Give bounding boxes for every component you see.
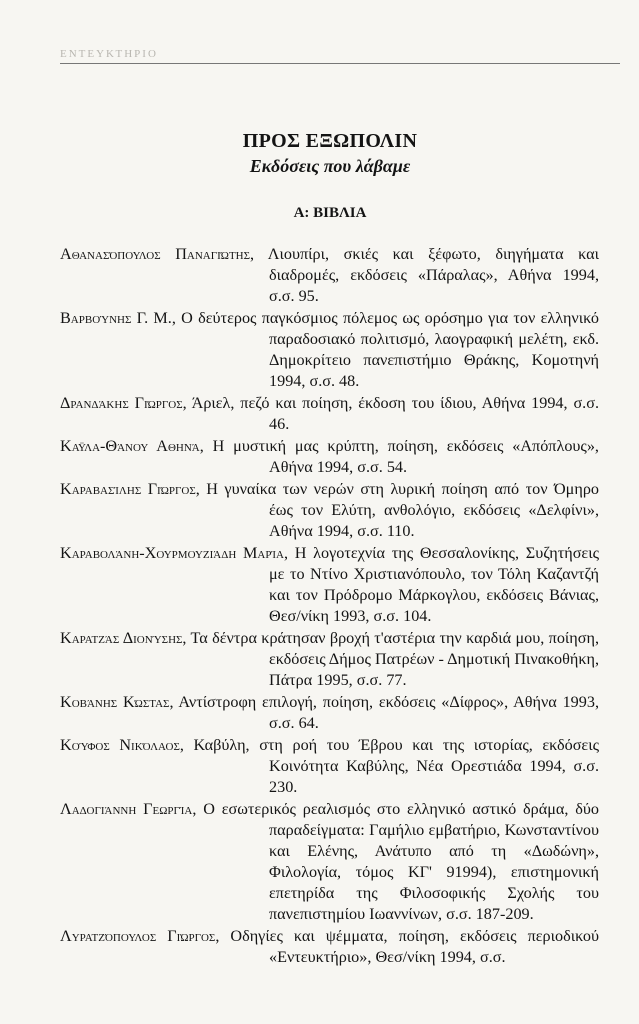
bibliography-entry xyxy=(60,799,599,925)
entry-text: , Η λογοτεχνία της Θεσσαλονίκης, Συζητήσεις με το Ντίνο Χριστιανόπουλο, τον Τόλη Καζαντζή και τον Πρόδρομο Μάρκογλου, εκδόσεις Βάνιας, Θεσ/νίκη 1993, σ.σ. 104. xyxy=(269,544,599,625)
entry-author: Αθανασόπουλος Παναγιώτης xyxy=(60,245,251,263)
entry-text: , Ο εσωτερικός ρεαλισμός στο ελληνικό αστικό δράμα, δύο παραδείγματα: Γαμήλιο εμβατήριο, Κωνσταντίνου και Ελένης, Ανάτυπο από τη «Δωδώνη», Φιλολογία, τόμος ΚΓ' 91994), επιστημονική επετηρίδα της Φιλοσοφικής Σχολής του πανεπιστημίου Ιωαννίνων, σ.σ. 187-209. xyxy=(192,800,599,923)
entry-author: Κούφος Νικόλαος xyxy=(60,736,180,754)
entry-text: , Οδηγίες και ψέμματα, ποίηση, εκδόσεις περιοδικού «Εντευκτήριο», Θεσ/νίκη 1994, σ.σ. xyxy=(215,927,599,966)
entry-author: Δρανδάκης Γιώργος xyxy=(60,394,183,412)
bibliography-entry xyxy=(60,692,599,734)
bibliography-entry xyxy=(60,308,599,392)
entry-text: , Η γυναίκα των νερών στη λυρική ποίηση από τον Όμηρο έως τον Ελύτη, ανθολόγιο, εκδόσεις «Δελφίνι», Αθήνα 1994, σ.σ. 110. xyxy=(195,480,599,540)
page-title: ΠΡΟΣ ΕΞΩΠΟΛΙΝ xyxy=(242,130,418,152)
bibliography-entry xyxy=(60,628,599,691)
entry-text: , Άριελ, πεζό και ποίηση, έκδοση του ίδιου, Αθήνα 1994, σ.σ. 46. xyxy=(182,394,599,433)
entry-author: Καϋλα-Θάνου Αθηνά xyxy=(60,437,200,455)
entry-author: Βαρβούνης Γ. Μ. xyxy=(60,309,172,327)
entry-author: Καραβασίλης Γιώργος xyxy=(60,480,196,498)
entry-author: Κοβάνης Κώστας xyxy=(60,693,170,711)
entry-author: Καραβολάνη-Χουρμουζιάδη Μαρία xyxy=(60,544,284,562)
entry-author: Λυρατζόπουλος Γιώργος xyxy=(60,927,216,945)
entry-text: , Λιουπίρι, σκιές και ξέφωτο, διηγήματα και διαδρομές, εκδόσεις «Πάραλας», Αθήνα 1994, σ.σ. 95. xyxy=(250,245,599,305)
entry-text: , Ο δεύτερος παγκόσμιος πόλεμος ως ορόσημο για τον ελληνικό παραδοσιακό πολιτισμό, λαογραφική μελέτη, εκδ. Δημοκρίτειο πανεπιστήμιο Θράκης, Κομοτηνή 1994, σ.σ. 48. xyxy=(171,309,599,390)
bibliography-entry xyxy=(60,479,599,542)
entry-text: , Καβύλη, στη ροή του Έβρου και της ιστορίας, εκδόσεις Κοινότητα Καβύλης, Νέα Ορεστιάδα 1994, σ.σ. 230. xyxy=(179,736,599,796)
entry-text: , Η μυστική μας κρύπτη, ποίηση, εκδόσεις «Απόπλους», Αθήνα 1994, σ.σ. 54. xyxy=(199,437,599,476)
entry-author: Λαδογιάννη Γεωργία xyxy=(60,800,193,818)
bibliography-entry xyxy=(60,926,599,968)
bibliography-entry xyxy=(60,543,599,627)
bibliography-entry xyxy=(60,436,599,478)
page-subtitle: Εκδόσεις που λάβαμε xyxy=(249,156,411,176)
entry-text: , Αντίστροφη επιλογή, ποίηση, εκδόσεις «Δίφρος», Αθήνα 1993, σ.σ. 64. xyxy=(169,693,599,732)
entry-author: Καρατζάς Διονύσης xyxy=(60,629,183,647)
bibliography-entry xyxy=(60,244,599,307)
bibliography-entry xyxy=(60,393,599,435)
section-heading: Α: ΒΙΒΛΙΑ xyxy=(293,205,367,221)
running-header-bleedthrough: ΕΝΤΕΥΚΤΗΡΙΟ xyxy=(60,48,158,60)
header-rule xyxy=(60,63,620,64)
entry-text: , Τα δέντρα κράτησαν βροχή τ'αστέρια την καρδιά μου, ποίηση, εκδόσεις Δήμος Πατρέων - Δημοτική Πινακοθήκη, Πάτρα 1995, σ.σ. 77. xyxy=(182,629,599,689)
bibliography-list xyxy=(60,244,599,969)
bibliography-entry xyxy=(60,735,599,798)
